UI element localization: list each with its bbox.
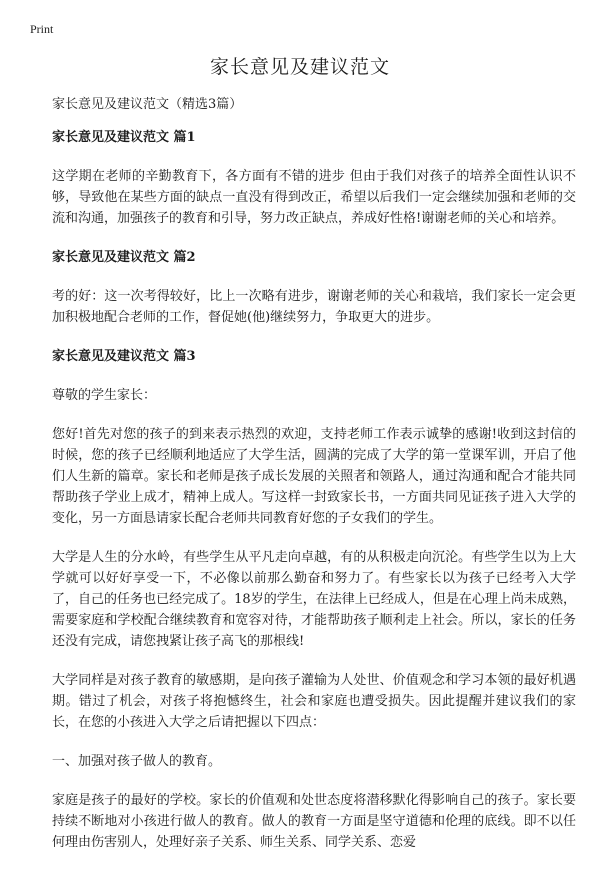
document-subtitle: 家长意见及建议范文（精选3篇） <box>52 97 243 112</box>
page-title: 家长意见及建议范文 <box>209 56 390 78</box>
print-link[interactable]: Print <box>30 22 54 36</box>
paragraph: 家庭是孩子的最好的学校。家长的价值观和处世态度将潜移默化得影响自己的孩子。家长要持续不断地对小孩进行做人的教育。做人的教育一方面是坚守道德和伦理的底线。即不以任何理由伤害别人，处理好亲子关系、师生关系、同学关系、恋爱 <box>52 793 576 850</box>
paragraph: 大学是人生的分水岭，有些学生从平凡走向卓越，有的从积极走向沉沦。有些学生以为上大学就可以好好享受一下，不必像以前那么勤奋和努力了。有些家长以为孩子已经考入大学了，自己的任务也已经完成了。18岁的学生，在法律上已经成人，但是在心理上尚未成熟，需要家庭和学校配合继续教育和宽容对待，才能帮助孩子顺利走上社会。所以，家长的任务还没有完成，请您拽紧让孩子高飞的那根线! <box>52 550 576 649</box>
point-heading: 一、加强对孩子做人的教育。 <box>52 754 222 769</box>
paragraph: 大学同样是对孩子教育的敏感期，是向孩子灌输为人处世、价值观念和学习本领的最好机遇期。错过了机会，对孩子将抱憾终生，社会和家庭也遭受损失。因此提醒并建议我们的家长，在您的小孩进入大学之后请把握以下四点： <box>52 673 576 730</box>
section-1 <box>52 127 576 229</box>
section-heading: 家长意见及建议范文 篇3 <box>52 349 196 364</box>
section-3 <box>52 346 576 853</box>
document-body <box>52 94 576 871</box>
greeting: 尊敬的学生家长： <box>52 388 157 403</box>
paragraph: 您好!首先对您的孩子的到来表示热烈的欢迎，支持老师工作表示诚挚的感谢!收到这封信的时候，您的孩子已经顺利地适应了大学生活，圆满的完成了大学的第一堂课军训，开启了他们人生新的篇章。家长和老师是孩子成长发展的关照者和领路人，通过沟通和配合才能共同帮助孩子学业上成才，精神上成人。写这样一封致家长书，一方面共同见证孩子进入大学的变化，另一方面恳请家长配合老师共同教育好您的子女我们的学生。 <box>52 427 576 526</box>
section-heading: 家长意见及建议范文 篇1 <box>52 130 196 145</box>
section-2 <box>52 247 576 328</box>
paragraph: 这学期在老师的辛勤教育下，各方面有不错的进步 但由于我们对孩子的培养全面性认识不够，导致他在某些方面的缺点一直没有得到改正，希望以后我们一定会继续加强和老师的交流和沟通，加强孩子的教育和引导，努力改正缺点，养成好性格!谢谢老师的关心和培养。 <box>52 169 576 226</box>
paragraph: 考的好：这一次考得较好，比上一次略有进步，谢谢老师的关心和栽培，我们家长一定会更加积极地配合老师的工作，督促她(他)继续努力，争取更大的进步。 <box>52 289 576 325</box>
section-heading: 家长意见及建议范文 篇2 <box>52 250 196 265</box>
